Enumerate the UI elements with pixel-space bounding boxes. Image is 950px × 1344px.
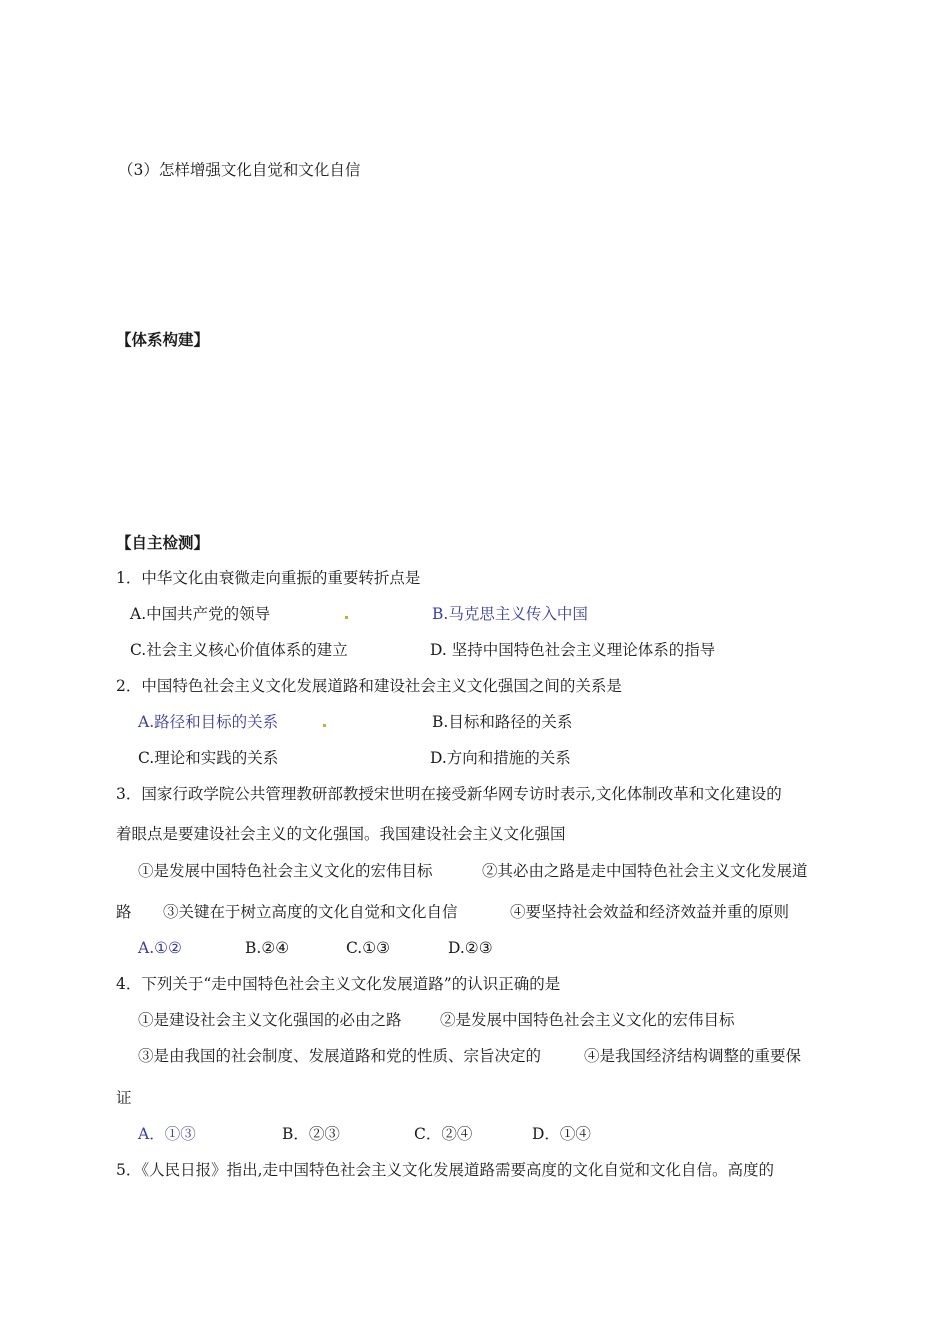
question-3-item-2: ②其必由之路是走中国特色社会主义文化发展道 [482, 862, 808, 880]
question-4-option-a: A．①③ [138, 1125, 196, 1143]
question-4-item-3: ③是由我国的社会制度、发展道路和党的性质、宗旨决定的 [138, 1047, 542, 1065]
section-heading-system: 【体系构建】 [116, 331, 210, 349]
question-2-option-a: A.路径和目标的关系 [138, 713, 279, 731]
question-2-option-c: C.理论和实践的关系 [138, 749, 279, 767]
question-1-option-a: A.中国共产党的领导 [130, 605, 271, 623]
question-3-stem-line2: 着眼点是要建设社会主义的文化强国。我国建设社会主义文化强国 [116, 825, 566, 843]
question-4-item-1: ①是建设社会主义文化强国的必由之路 [138, 1011, 402, 1029]
question-3-stem-line1: 3．国家行政学院公共管理教研部教授宋世明在接受新华网专访时表示,文化体制改革和文化建设的 [116, 785, 782, 803]
question-4-item-4-cont: 证 [116, 1089, 132, 1107]
question-1-option-d: D. 坚持中国特色社会主义理论体系的指导 [430, 641, 716, 659]
question-2-option-b: B.目标和路径的关系 [432, 713, 573, 731]
question-5-stem: 5．《人民日报》指出,走中国特色社会主义文化发展道路需要高度的文化自觉和文化自信。高度的 [116, 1161, 775, 1179]
section-heading-selftest: 【自主检测】 [116, 534, 210, 552]
question-3-item-2-cont: 路 [116, 903, 132, 921]
question-4-option-c: C．②④ [414, 1125, 473, 1143]
question-3-item-3: ③关键在于树立高度的文化自觉和文化自信 [163, 903, 458, 921]
question-4-item-2: ②是发展中国特色社会主义文化的宏伟目标 [440, 1011, 735, 1029]
question-3-option-b: B.②④ [245, 939, 290, 957]
stray-mark [323, 724, 326, 727]
question-1-stem: 1．中华文化由衰微走向重振的重要转折点是 [116, 569, 421, 587]
question-4-option-d: D．①④ [532, 1125, 591, 1143]
question-1-option-b: B.马克思主义传入中国 [432, 605, 588, 623]
question-2-stem: 2．中国特色社会主义文化发展道路和建设社会主义文化强国之间的关系是 [116, 677, 622, 695]
question-4-option-b: B．②③ [282, 1125, 340, 1143]
question-3-option-a: A.①② [138, 939, 182, 957]
question-4-stem: 4．下列关于“走中国特色社会主义文化发展道路”的认识正确的是 [116, 975, 561, 993]
question-3-option-d: D.②③ [448, 939, 493, 957]
question-1-option-c: C.社会主义核心价值体系的建立 [130, 641, 348, 659]
question-3-item-4: ④要坚持社会效益和经济效益并重的原则 [510, 903, 790, 921]
stray-mark [345, 616, 348, 619]
question-4-item-4: ④是我国经济结构调整的重要保 [584, 1047, 802, 1065]
question-3-item-1: ①是发展中国特色社会主义文化的宏伟目标 [138, 862, 433, 880]
q3-subheading: （3）怎样增强文化自觉和文化自信 [118, 161, 361, 179]
question-2-option-d: D.方向和措施的关系 [430, 749, 571, 767]
question-3-option-c: C.①③ [346, 939, 391, 957]
